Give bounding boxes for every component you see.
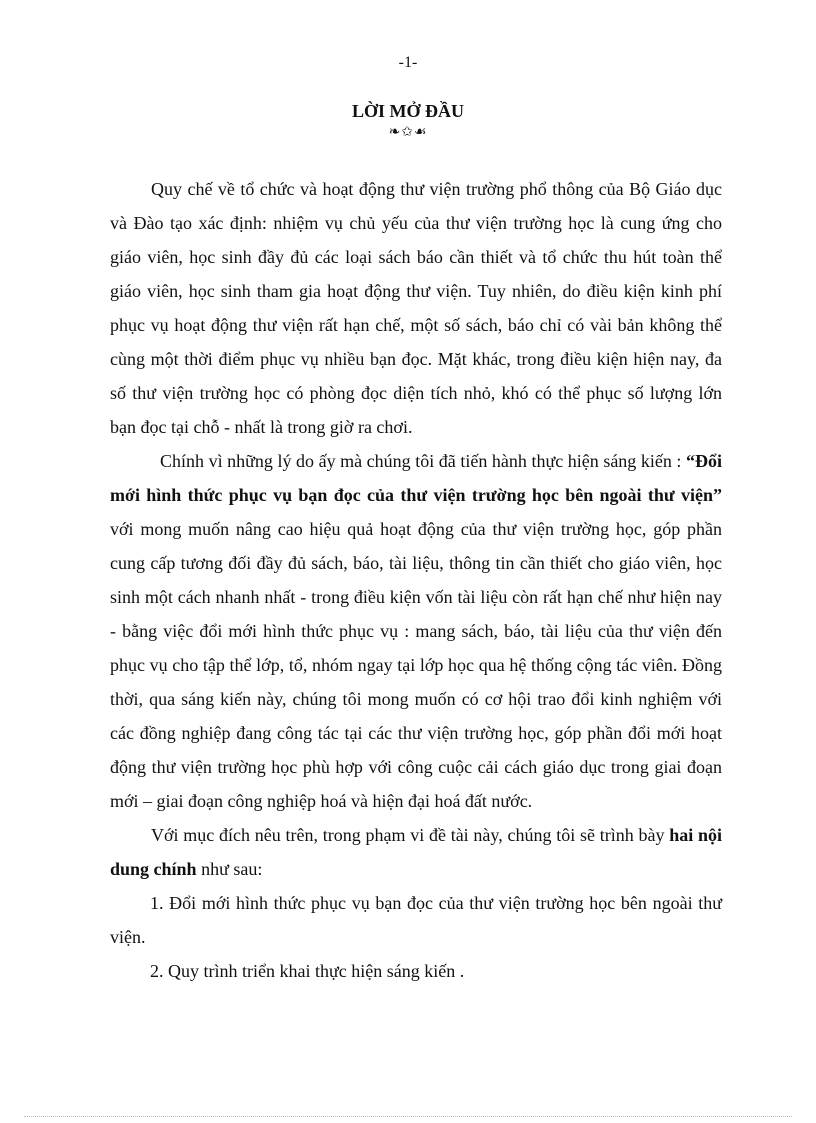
- scope-intro-text: Với mục đích nêu trên, trong phạm vi đề tài này, chúng tôi sẽ trình bày: [151, 825, 665, 845]
- page-number: -1-: [398, 54, 418, 71]
- paragraph-intro: Quy chế về tổ chức và hoạt động thư viện trường phổ thông của Bộ Giáo dục và Đào tạo xác định: nhiệm vụ chủ yếu của thư viện trường học là cung ứng cho giáo viên, học sinh đầy đủ các loại sách báo cần thiết và tổ chức thu hút toàn thể giáo viên, học sinh tham gia hoạt động thư viện. Tuy nhiên, do điều kiện kinh phí phục vụ hoạt động thư viện rất hạn chế, một số sách, báo chỉ có vài bản không thể cùng một thời điểm phục vụ nhiều bạn đọc. Mặt khác, trong điều kiện hiện nay, đa số thư viện trường học có phòng đọc diện tích nhỏ, khó có thể phục số lượng lớn bạn đọc tại chỗ - nhất là trong giờ ra chơi.: [110, 179, 722, 437]
- scope-rest-text: như sau:: [201, 859, 263, 879]
- scope-bold-text: hai nội dung chính: [110, 825, 722, 879]
- paragraph-scope: [110, 818, 722, 886]
- list-item: 2. Quy trình triển khai thực hiện sáng kiến .: [150, 961, 465, 981]
- page-title: LỜI MỞ ĐẦU: [352, 101, 464, 121]
- document-body: [110, 172, 722, 988]
- initiative-body-text: với mong muốn nâng cao hiệu quả hoạt động của thư viện trường học, góp phần cung cấp tương đối đầy đủ sách, báo, tài liệu, thông tin cần thiết cho giáo viên, học sinh một cách nhanh nhất - trong điều kiện vốn tài liệu còn rất hạn chế như hiện nay - bằng việc đổi mới hình thức phục vụ : mang sách, báo, tài liệu của thư viện đến phục vụ cho tập thể lớp, tổ, nhóm ngay tại lớp học qua hệ thống cộng tác viên. Đồng thời, qua sáng kiến này, chúng tôi mong muốn có cơ hội trao đổi kinh nghiệm với các đồng nghiệp đang công tác tại các thư viện trường học, góp phần đổi mới hoạt động thư viện trường học phù hợp với công cuộc cải cách giáo dục trong giai đoạn mới – giai đoạn công nghiệp hoá và hiện đại hoá đất nước.: [110, 519, 722, 811]
- title-ornament: ❧✩☙: [388, 124, 428, 140]
- list-item: 1. Đổi mới hình thức phục vụ bạn đọc của thư viện trường học bên ngoài thư viện.: [110, 893, 722, 947]
- initiative-title: “Đổi mới hình thức phục vụ bạn đọc của thư viện trường học bên ngoài thư viện”: [110, 451, 722, 505]
- initiative-intro-text: Chính vì những lý do ấy mà chúng tôi đã tiến hành thực hiện sáng kiến :: [160, 451, 682, 471]
- paragraph-initiative: [110, 444, 722, 818]
- page-bottom-divider: [24, 1116, 792, 1117]
